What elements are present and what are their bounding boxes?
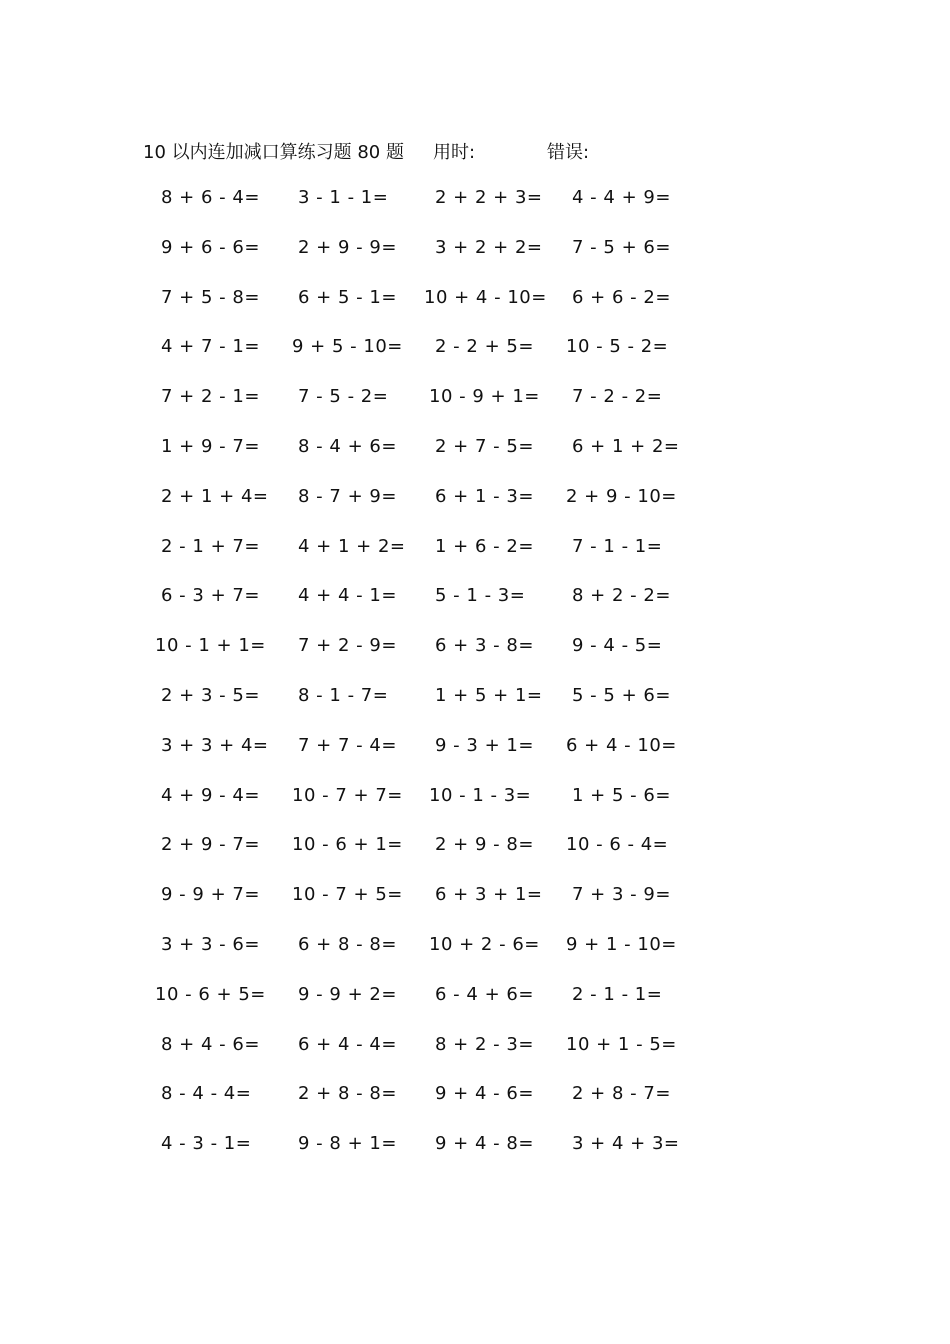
problem-item: 7 - 2 - 2= [572, 386, 663, 407]
worksheet-header [0, 138, 950, 164]
problem-item: 3 + 3 - 6= [161, 934, 260, 955]
problem-item: 7 + 5 - 8= [161, 287, 260, 308]
problem-item: 2 + 1 + 4= [161, 486, 269, 507]
problem-item: 10 + 4 - 10= [424, 287, 547, 308]
problem-item: 9 + 4 - 6= [435, 1083, 534, 1104]
problem-item: 2 - 1 - 1= [572, 984, 663, 1005]
problem-item: 4 - 4 + 9= [572, 187, 671, 208]
problem-item: 10 - 6 - 4= [566, 834, 669, 855]
problem-item: 7 + 7 - 4= [298, 735, 397, 756]
problem-item: 4 + 9 - 4= [161, 785, 260, 806]
problem-item: 9 - 9 + 2= [298, 984, 397, 1005]
problem-item: 8 + 4 - 6= [161, 1034, 260, 1055]
problem-item: 8 - 7 + 9= [298, 486, 397, 507]
problem-item: 8 - 4 + 6= [298, 436, 397, 457]
problem-item: 6 + 1 - 3= [435, 486, 534, 507]
worksheet-title: 10 以内连加减口算练习题 80 题 [143, 142, 404, 163]
problem-item: 5 - 1 - 3= [435, 585, 526, 606]
problem-item: 8 + 2 - 3= [435, 1034, 534, 1055]
problem-item: 8 - 1 - 7= [298, 685, 389, 706]
problem-item: 9 - 8 + 1= [298, 1133, 397, 1154]
problem-item: 10 - 5 - 2= [566, 336, 669, 357]
problem-item: 6 + 3 + 1= [435, 884, 543, 905]
problem-item: 9 - 9 + 7= [161, 884, 260, 905]
problem-item: 7 - 5 + 6= [572, 237, 671, 258]
problem-item: 2 + 9 - 7= [161, 834, 260, 855]
problem-item: 7 + 3 - 9= [572, 884, 671, 905]
problem-item: 9 - 4 - 5= [572, 635, 663, 656]
problem-item: 9 + 4 - 8= [435, 1133, 534, 1154]
problem-item: 10 - 1 + 1= [155, 635, 266, 656]
problem-item: 1 + 5 - 6= [572, 785, 671, 806]
problem-item: 6 + 8 - 8= [298, 934, 397, 955]
error-label: 错误: [547, 142, 590, 163]
problem-item: 9 - 3 + 1= [435, 735, 534, 756]
problem-item: 3 + 2 + 2= [435, 237, 543, 258]
problem-item: 4 + 1 + 2= [298, 536, 406, 557]
problem-item: 9 + 6 - 6= [161, 237, 260, 258]
problem-item: 10 - 1 - 3= [429, 785, 532, 806]
problem-item: 6 + 4 - 10= [566, 735, 677, 756]
problem-item: 2 + 9 - 8= [435, 834, 534, 855]
problem-item: 6 + 5 - 1= [298, 287, 397, 308]
problem-item: 10 - 6 + 1= [292, 834, 403, 855]
problem-item: 6 + 1 + 2= [572, 436, 680, 457]
problem-item: 10 - 7 + 7= [292, 785, 403, 806]
problem-item: 6 + 6 - 2= [572, 287, 671, 308]
problem-item: 5 - 5 + 6= [572, 685, 671, 706]
problem-item: 3 + 3 + 4= [161, 735, 269, 756]
problem-item: 1 + 9 - 7= [161, 436, 260, 457]
problem-item: 9 + 1 - 10= [566, 934, 677, 955]
problem-item: 4 + 4 - 1= [298, 585, 397, 606]
problem-item: 7 - 5 - 2= [298, 386, 389, 407]
problem-item: 10 - 7 + 5= [292, 884, 403, 905]
problem-item: 10 - 9 + 1= [429, 386, 540, 407]
problem-item: 6 + 4 - 4= [298, 1034, 397, 1055]
problem-item: 3 - 1 - 1= [298, 187, 389, 208]
problem-item: 6 + 3 - 8= [435, 635, 534, 656]
problem-item: 10 + 1 - 5= [566, 1034, 677, 1055]
problem-item: 2 + 8 - 7= [572, 1083, 671, 1104]
problem-item: 2 - 1 + 7= [161, 536, 260, 557]
problem-item: 9 + 5 - 10= [292, 336, 403, 357]
problem-item: 6 - 3 + 7= [161, 585, 260, 606]
problem-item: 4 + 7 - 1= [161, 336, 260, 357]
problem-item: 6 - 4 + 6= [435, 984, 534, 1005]
problem-item: 2 - 2 + 5= [435, 336, 534, 357]
problem-item: 2 + 9 - 10= [566, 486, 677, 507]
problem-item: 8 + 2 - 2= [572, 585, 671, 606]
problem-item: 4 - 3 - 1= [161, 1133, 252, 1154]
problem-item: 2 + 8 - 8= [298, 1083, 397, 1104]
problem-item: 10 - 6 + 5= [155, 984, 266, 1005]
problem-item: 10 + 2 - 6= [429, 934, 540, 955]
problem-item: 3 + 4 + 3= [572, 1133, 680, 1154]
problem-item: 7 - 1 - 1= [572, 536, 663, 557]
problem-item: 8 + 6 - 4= [161, 187, 260, 208]
problem-item: 2 + 9 - 9= [298, 237, 397, 258]
problem-item: 1 + 6 - 2= [435, 536, 534, 557]
problem-item: 7 + 2 - 9= [298, 635, 397, 656]
problem-item: 8 - 4 - 4= [161, 1083, 252, 1104]
problem-item: 2 + 2 + 3= [435, 187, 543, 208]
problem-item: 1 + 5 + 1= [435, 685, 543, 706]
problem-item: 2 + 7 - 5= [435, 436, 534, 457]
time-label: 用时: [433, 142, 476, 163]
problem-item: 7 + 2 - 1= [161, 386, 260, 407]
problem-item: 2 + 3 - 5= [161, 685, 260, 706]
